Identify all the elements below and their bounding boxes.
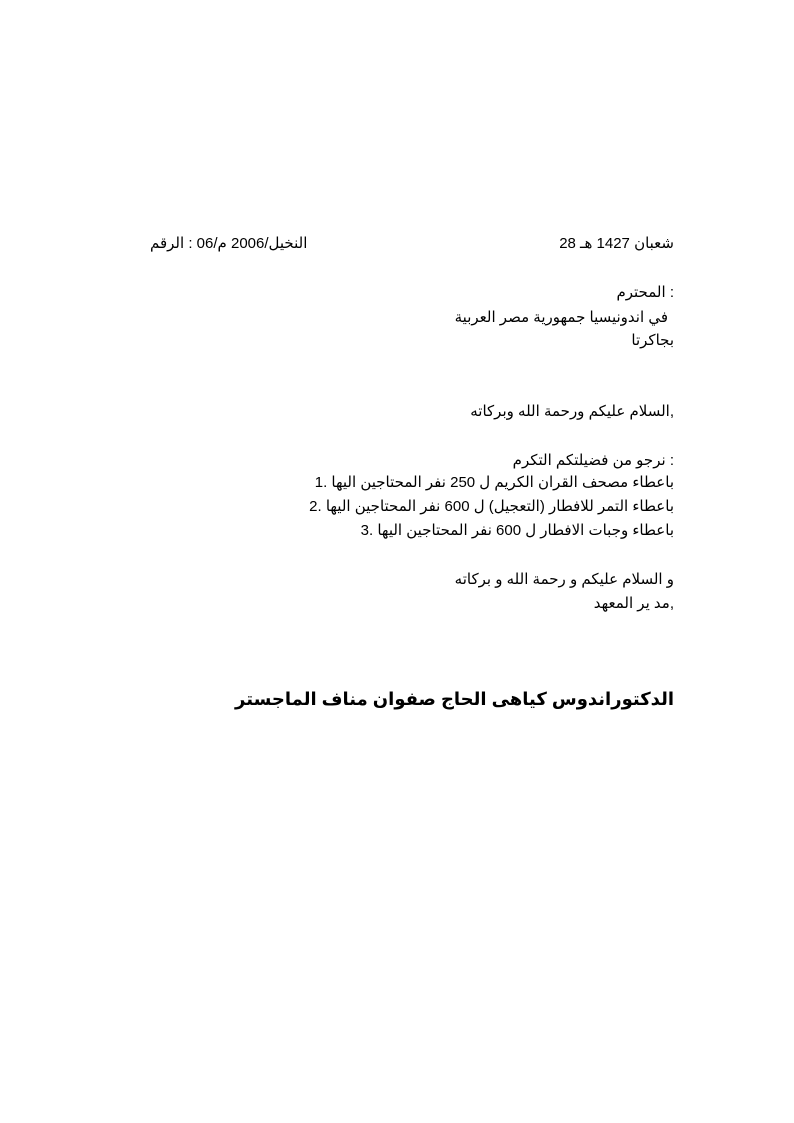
request-item-2: باعطاء التمر للافطار (التعجيل) ل 600 نفر المحتاجين اليها .2 — [309, 498, 674, 515]
letter-date: شعبان 1427 هـ 28 — [559, 235, 674, 252]
request-item-1: باعطاء مصحف القران الكريم ل 250 نفر المحتاجين اليها .1 — [314, 474, 674, 491]
request-intro: : نرجو من فضيلتكم التكرم — [512, 452, 674, 469]
recipient-line-1: في اندونيسيا جمهورية مصر العربية — [454, 309, 668, 326]
signer-name: الدكتوراندوس كياهى الحاج صفوان مناف الماجستر — [235, 689, 674, 709]
recipient-title: : المحترم — [616, 284, 674, 301]
request-item-3: باعطاء وجبات الافطار ل 600 نفر المحتاجين اليها .3 — [360, 522, 674, 539]
signer-position: ,مد ير المعهد — [593, 595, 674, 612]
letter-reference: النخيل/2006 م/06 : الرقم — [150, 235, 308, 252]
greeting: ,السلام عليكم ورحمة الله وبركاته — [470, 403, 674, 420]
recipient-line-2: بجاكرتا — [631, 332, 674, 349]
closing-salutation: و السلام عليكم و رحمة الله و بركاته — [454, 571, 674, 588]
letter-header-row — [150, 233, 674, 255]
